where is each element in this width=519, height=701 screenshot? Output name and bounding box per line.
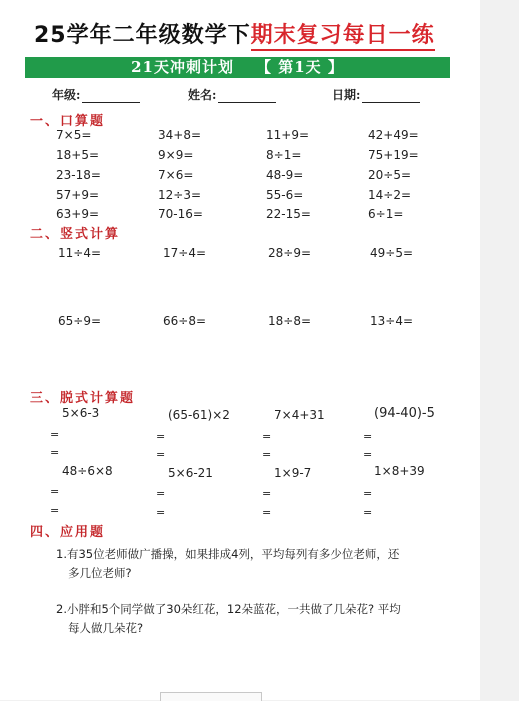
equals-sign: = (363, 430, 373, 443)
oral-problem: 23-18= (56, 168, 101, 182)
oral-problem: 6÷1= (368, 207, 404, 221)
grade-field (52, 86, 140, 103)
stepwise-problem: 5×6-21 (168, 466, 213, 480)
name-field (188, 86, 276, 103)
oral-problem: 57+9= (56, 188, 100, 202)
equals-sign: = (50, 504, 60, 517)
equals-sign: = (50, 446, 60, 459)
section-oral-heading: 一、口算题 (30, 114, 106, 129)
equals-sign: = (156, 430, 166, 443)
grade-blank (82, 90, 140, 103)
name-blank (218, 90, 276, 103)
vertical-problem: 17÷4= (163, 246, 207, 260)
oral-problem: 75+19= (368, 148, 419, 162)
oral-problem: 11+9= (266, 128, 310, 142)
word-problem-line: 2.小胖和5个同学做了30朵红花，12朵蓝花，一共做了几朵花? 平均 (56, 602, 401, 616)
oral-problem: 9×9= (158, 148, 194, 162)
vertical-problem: 49÷5= (370, 246, 414, 260)
vertical-problem: 28÷9= (268, 246, 312, 260)
stepwise-problem: 7×4+31 (274, 408, 325, 422)
equals-sign: = (262, 448, 272, 461)
title-main: 25学年二年级数学下 (34, 23, 251, 48)
vertical-problem: 66÷8= (163, 314, 207, 328)
section-word-heading: 四、应用题 (30, 525, 106, 540)
oral-problem: 7×5= (56, 128, 92, 142)
vertical-problem: 65÷9= (58, 314, 102, 328)
equals-sign: = (156, 506, 166, 519)
stepwise-problem: 1×8+39 (374, 464, 425, 478)
section-vertical-heading: 二、竖式计算 (30, 227, 121, 242)
worksheet-title (34, 18, 435, 49)
equals-sign: = (363, 448, 373, 461)
equals-sign: = (262, 487, 272, 500)
equals-sign: = (50, 428, 60, 441)
side-panel (482, 0, 519, 700)
equals-sign: = (262, 506, 272, 519)
equals-sign: = (363, 487, 373, 500)
oral-problem: 63+9= (56, 207, 100, 221)
banner-day-text: 【 第1天 】 (255, 58, 344, 76)
banner-plan-text: 21天冲刺计划 (131, 58, 234, 76)
plan-banner (25, 57, 450, 78)
word-problem-line: 1.有35位老师做广播操，如果排成4列，平均每列有多少位老师，还 (56, 547, 400, 561)
stepwise-problem: (94-40)-5 (374, 406, 435, 421)
oral-problem: 18+5= (56, 148, 100, 162)
oral-problem: 48-9= (266, 168, 304, 182)
oral-problem: 12÷3= (158, 188, 202, 202)
stepwise-problem: 5×6-3 (62, 406, 100, 420)
date-blank (362, 90, 420, 103)
vertical-problem: 11÷4= (58, 246, 102, 260)
oral-problem: 14÷2= (368, 188, 412, 202)
grade-label: 年级: (52, 88, 81, 102)
equals-sign: = (156, 448, 166, 461)
word-problem-line: 多几位老师? (68, 566, 132, 580)
name-label: 姓名: (188, 88, 217, 102)
oral-problem: 22-15= (266, 207, 311, 221)
stepwise-problem: 1×9-7 (274, 466, 312, 480)
equals-sign: = (363, 506, 373, 519)
oral-problem: 70-16= (158, 207, 203, 221)
stepwise-problem: 48÷6×8 (62, 464, 113, 478)
oral-problem: 20÷5= (368, 168, 412, 182)
oral-problem: 7×6= (158, 168, 194, 182)
equals-sign: = (50, 485, 60, 498)
word-problem-1 (56, 545, 456, 583)
oral-problem: 8÷1= (266, 148, 302, 162)
equals-sign: = (262, 430, 272, 443)
equals-sign: = (156, 487, 166, 500)
stepwise-problem: (65-61)×2 (168, 408, 230, 422)
word-problem-line: 每人做几朵花? (68, 621, 144, 635)
word-problem-2 (56, 600, 456, 638)
section-stepwise-heading: 三、脱式计算题 (30, 391, 136, 406)
oral-problem: 34+8= (158, 128, 202, 142)
date-field (332, 86, 420, 103)
date-label: 日期: (332, 88, 361, 102)
oral-problem: 55-6= (266, 188, 304, 202)
title-highlight: 期末复习每日一练 (251, 23, 435, 51)
oral-problem: 42+49= (368, 128, 419, 142)
vertical-problem: 13÷4= (370, 314, 414, 328)
vertical-problem: 18÷8= (268, 314, 312, 328)
